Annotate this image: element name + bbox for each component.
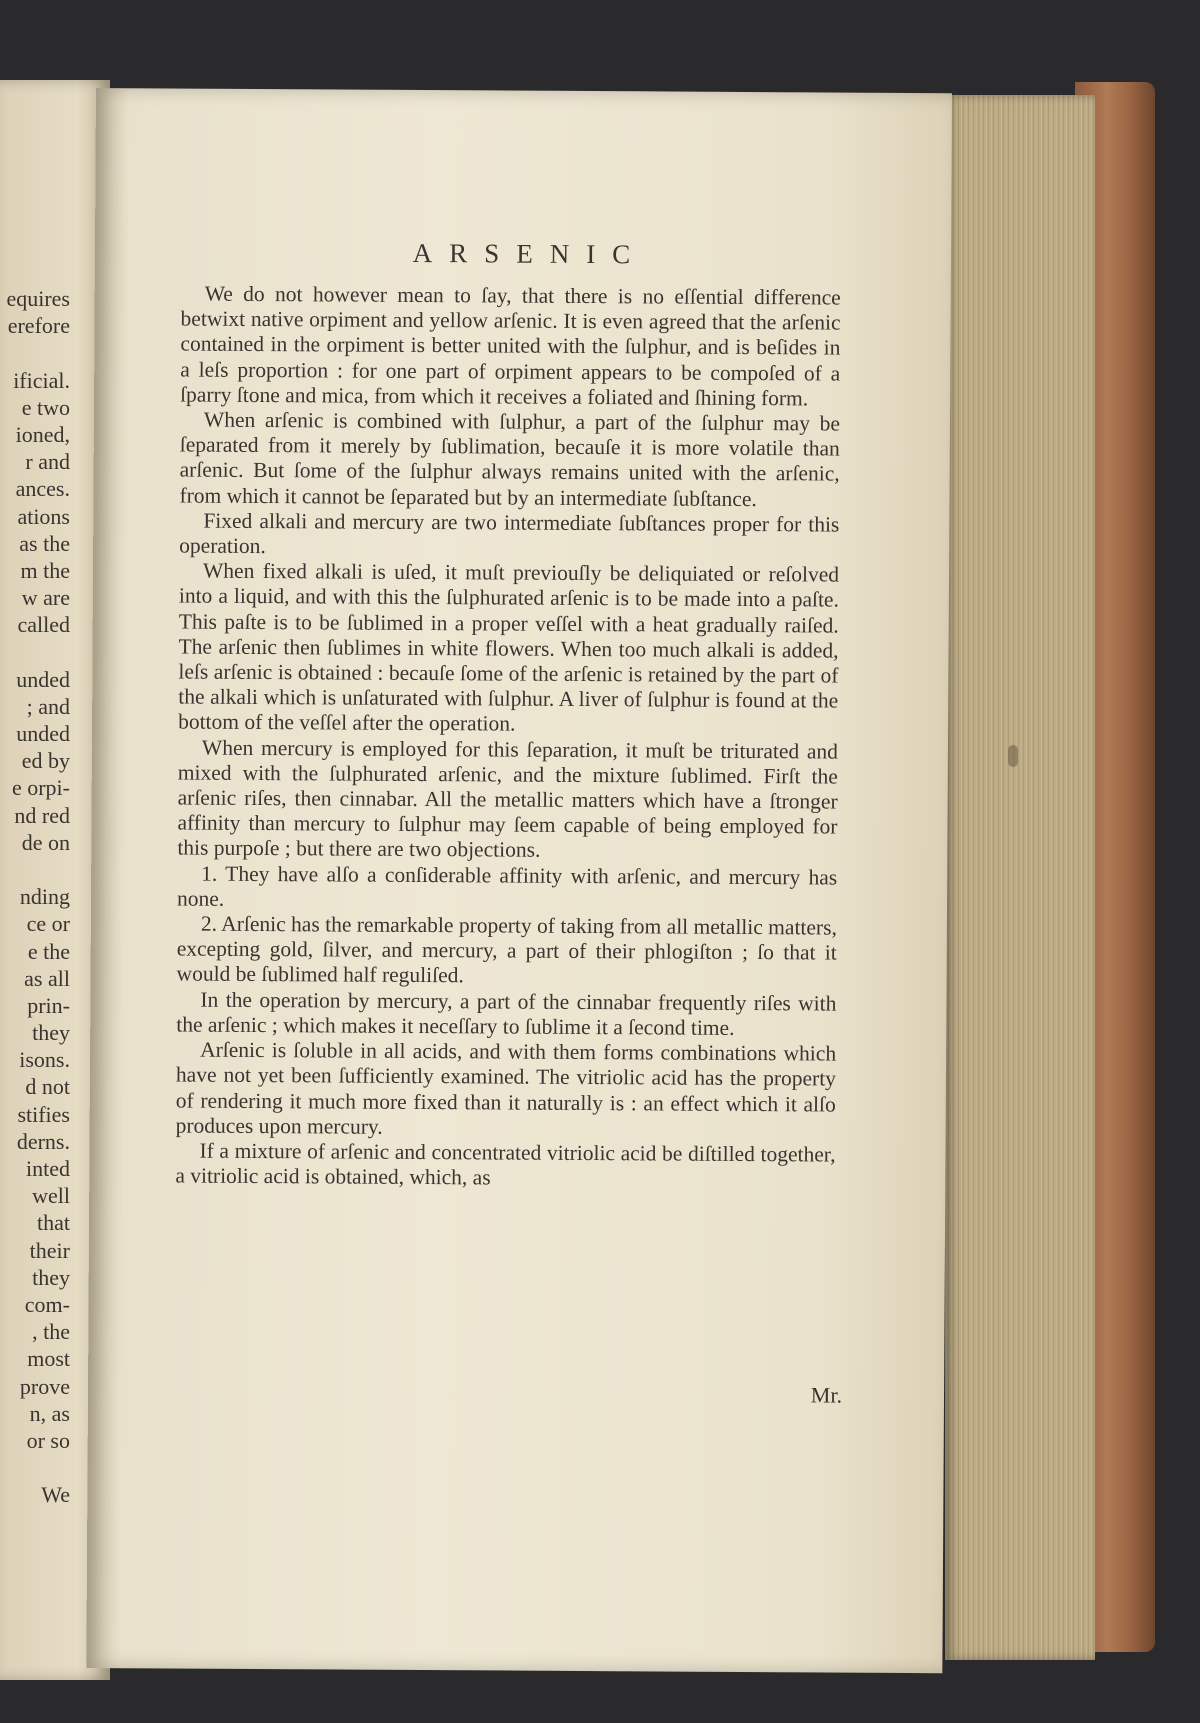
left-page-line: isons. bbox=[19, 1047, 70, 1073]
paragraph bbox=[179, 408, 840, 513]
left-page-line: nding bbox=[19, 884, 70, 910]
paragraph-text: Arſenic is ſoluble in all acids, and with them forms combinations which have not yet been ſufficiently examined. The vitriolic acid has the property of rendering it much more fixed than it naturally is : an effect which it alſo produces upon mercury. bbox=[175, 1037, 837, 1139]
left-page-line: as the bbox=[19, 530, 70, 556]
left-page-line: derns. bbox=[16, 1128, 70, 1154]
paragraph-text: 2. Arſenic has the remarkable property of taking from all metallic matters, excepting gold, ſilver, and mercury, a part of their phlogiſton ; ſo that it would be ſublimed half reguliſed. bbox=[176, 911, 837, 988]
left-page-text bbox=[0, 285, 70, 1508]
left-page-line: n, as bbox=[29, 1400, 70, 1426]
left-page-line: , the bbox=[32, 1319, 70, 1345]
left-page-line: unded bbox=[16, 666, 70, 692]
paragraph-text: When fixed alkali is uſed, it muſt previouſly be deliquiated or reſolved into a liquid, and with this the ſulphurated arſenic is to be made into a paſte. This paſte is to be ſublimed in a proper veſſel with a heat gradually raiſed. The arſenic then ſublimes in white flowers. When too much alkali is added, leſs arſenic is obtained : becauſe ſome of the arſenic is retained by the part of the alkali which is unſaturated with ſulphur. A liver of ſulphur is found at the bottom of the veſſel after the operation. bbox=[178, 558, 840, 737]
left-page-line bbox=[0, 856, 70, 883]
paragraph-text: In the operation by mercury, a part of the cinnabar frequently riſes with the arſenic ; which makes it neceſſary to ſublime it a ſecond time. bbox=[176, 987, 837, 1040]
left-page-line: d not bbox=[25, 1074, 70, 1100]
left-page-line: well bbox=[32, 1183, 70, 1209]
left-page-line: r and bbox=[25, 449, 70, 475]
left-page-line: w are bbox=[21, 585, 70, 611]
page-edge-mark bbox=[1008, 745, 1018, 767]
paragraph-text: If a mixture of arſenic and concentrated vitriolic acid be diſtilled together, a vitriolic acid is obtained, which, as bbox=[175, 1138, 836, 1190]
left-page-line: e the bbox=[27, 938, 70, 964]
page-block-edge bbox=[945, 95, 1095, 1660]
left-page-line bbox=[0, 638, 70, 665]
left-page-line: their bbox=[29, 1237, 70, 1263]
left-page-line: as all bbox=[24, 965, 70, 991]
paragraph bbox=[180, 282, 841, 412]
catchword: Mr. bbox=[810, 1382, 843, 1408]
left-page-line: that bbox=[37, 1210, 70, 1236]
left-page-line: prove bbox=[19, 1373, 70, 1399]
left-page-line: com- bbox=[24, 1291, 70, 1317]
left-page-line: they bbox=[32, 1264, 70, 1290]
left-page-line: or so bbox=[26, 1427, 70, 1453]
left-page-line: ances. bbox=[15, 476, 70, 502]
left-page-line: ificial. bbox=[13, 367, 70, 393]
paragraph bbox=[175, 1138, 835, 1192]
paragraph-text: We do not however mean to ſay, that there is no eſſential difference betwixt native orpiment and yellow arſenic. It is even agreed that the arſenic contained in the orpiment is better united with the ſulphur, and is beſides in a leſs proportion : for one part of orpiment appears to be compoſed of a ſparry ſtone and mica, from which it receives a foliated and ſhining form. bbox=[180, 281, 841, 411]
body-text bbox=[175, 282, 841, 1193]
left-page-line: prin- bbox=[27, 992, 70, 1018]
paragraph-text: When mercury is employed for this ſeparation, it muſt be triturated and mixed with the ſulphurated arſenic, and the mixture ſublimed. Firſt the arſenic riſes, then cinnabar. All the metallic matters which have a ſtronger affinity than mercury to ſulphur may ſeem capable of being employed for this purpoſe ; but there are two objections. bbox=[177, 735, 839, 863]
left-page-line bbox=[0, 339, 70, 366]
left-page-line: they bbox=[32, 1020, 70, 1046]
left-page-line: nd red bbox=[14, 802, 70, 828]
left-page-line: most bbox=[27, 1346, 70, 1372]
left-page-line: called bbox=[17, 612, 70, 638]
left-page-line: de on bbox=[21, 829, 70, 855]
paragraph bbox=[178, 559, 839, 739]
left-page-line bbox=[0, 1454, 70, 1481]
left-page-line: inted bbox=[26, 1156, 70, 1181]
paragraph-text: When arſenic is combined with ſulphur, a part of the ſulphur may be ſeparated from it merely by ſublimation, becauſe it is more volatile than arſenic. But ſome of the ſulphur always remains united with the arſenic, from which it cannot be ſeparated but by an intermediate ſubſtance. bbox=[179, 407, 841, 511]
paragraph bbox=[177, 861, 837, 915]
left-page-line: equires bbox=[6, 286, 70, 311]
paragraph-text: Fixed alkali and mercury are two intermediate ſubſtances proper for this operation. bbox=[179, 508, 840, 559]
left-page-line: stifies bbox=[17, 1101, 70, 1127]
paragraph bbox=[177, 735, 838, 865]
left-page-line: e orpi- bbox=[11, 775, 70, 801]
left-page-line: ioned, bbox=[15, 421, 70, 447]
right-page bbox=[86, 88, 952, 1673]
paragraph bbox=[176, 987, 836, 1041]
left-page-line: We bbox=[41, 1482, 70, 1508]
paragraph bbox=[177, 912, 837, 992]
running-head: ARSENIC bbox=[412, 237, 648, 270]
left-page-line: ; and bbox=[26, 693, 70, 719]
paragraph-text: 1. They have alſo a conſiderable affinity with arſenic, and mercury has none. bbox=[176, 861, 838, 911]
paragraph bbox=[176, 1038, 837, 1143]
left-page-line: ed by bbox=[21, 748, 70, 774]
left-page-line: unded bbox=[16, 721, 70, 746]
left-page-line: ce or bbox=[26, 911, 70, 937]
left-page-line: e two bbox=[21, 394, 70, 420]
left-page-line: erefore bbox=[7, 313, 70, 339]
left-page-line: m the bbox=[20, 557, 70, 583]
paragraph bbox=[179, 508, 839, 562]
left-page-line: ations bbox=[17, 503, 70, 529]
